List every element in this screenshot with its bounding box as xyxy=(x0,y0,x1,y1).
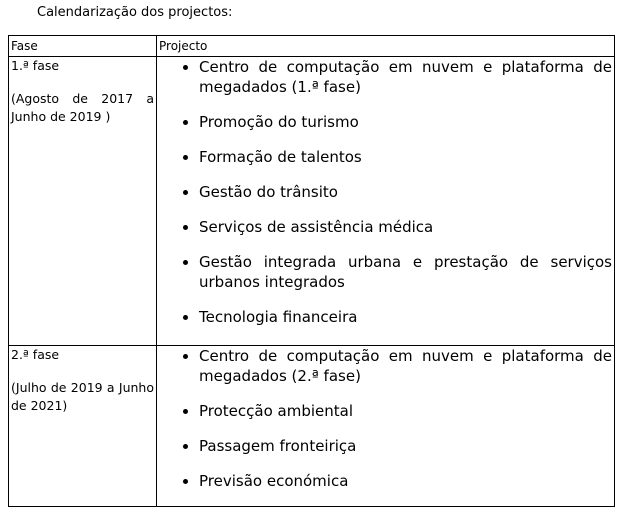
table-row-phase-1 xyxy=(9,57,615,346)
phase-period: (Julho de 2019 a Junho de 2021) xyxy=(11,380,154,413)
list-item: • Centro de computação em nuvem e plataforma de megadados (1.ª fase) xyxy=(199,57,612,97)
table-row-phase-2 xyxy=(9,346,615,507)
list-item: • Gestão do trânsito xyxy=(199,182,612,202)
list-item: • Tecnologia financeira xyxy=(199,307,612,327)
phase-cell xyxy=(9,346,157,507)
table-header-row xyxy=(9,36,615,57)
phase-period: (Agosto de 2017 a Junho de 2019 ) xyxy=(11,91,154,124)
project-schedule-table xyxy=(8,35,615,507)
project-cell xyxy=(157,57,615,346)
list-item: • Protecção ambiental xyxy=(199,401,612,421)
list-item: • Promoção do turismo xyxy=(199,112,612,132)
list-item: • Gestão integrada urbana e prestação de serviços urbanos integrados xyxy=(199,252,612,292)
project-cell xyxy=(157,346,615,507)
list-item: • Passagem fronteiriça xyxy=(199,436,612,456)
phase-cell xyxy=(9,57,157,346)
project-list xyxy=(159,346,612,491)
header-project: Projecto xyxy=(157,36,615,57)
list-item: • Centro de computação em nuvem e plataforma de megadados (2.ª fase) xyxy=(199,346,612,386)
phase-name: 1.ª fase xyxy=(11,58,60,73)
list-item: • Formação de talentos xyxy=(199,147,612,167)
phase-name: 2.ª fase xyxy=(11,347,60,362)
header-phase: Fase xyxy=(9,36,157,57)
schedule-caption: Calendarização dos projectos: xyxy=(37,5,233,20)
project-list xyxy=(159,57,612,327)
list-item: • Previsão económica xyxy=(199,471,612,491)
list-item: • Serviços de assistência médica xyxy=(199,217,612,237)
